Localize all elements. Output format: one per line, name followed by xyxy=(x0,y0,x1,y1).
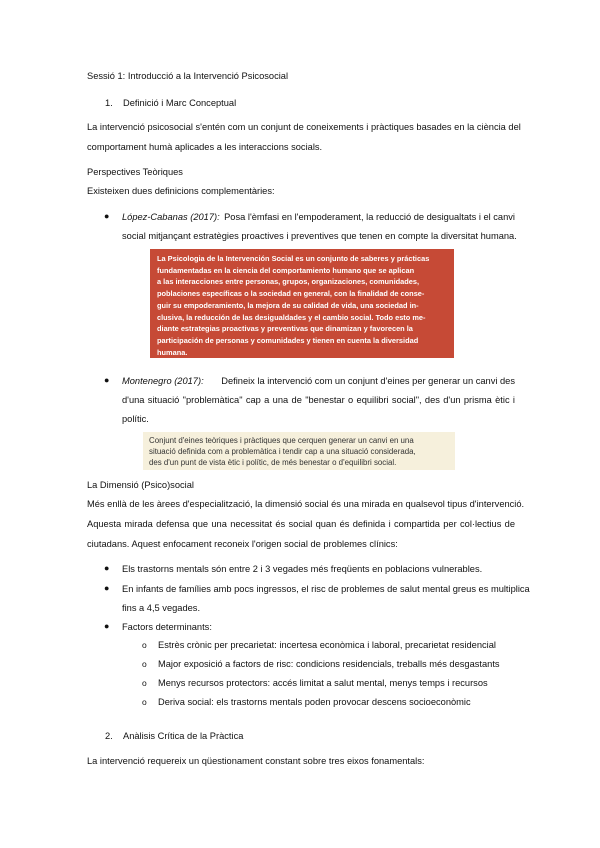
dimension-bullet-2-cont: fins a 4,5 vegades. xyxy=(122,603,201,613)
author-montenegro: Montenegro (2017): xyxy=(122,376,204,386)
quote-line: situació definida com a problemàtica i tendir cap a una situació considerada, xyxy=(149,447,416,456)
dimension-line-2: Aquesta mirada defensa que una necessitat és social quan és definida i compartida per col·lectius de xyxy=(87,519,515,529)
quote-line: humana. xyxy=(157,347,188,357)
intro-line-2: comportament humà aplicades a les interaccions socials. xyxy=(87,142,323,152)
lopez-cabanas-quote-box xyxy=(150,249,454,358)
bullet-1-text: Posa l'èmfasi en l'empoderament, la reducció de desigualtats i el canvi xyxy=(224,212,515,222)
sub-bullet-3: Menys recursos protectors: accés limitat a salut mental, menys temps i recursos xyxy=(158,678,488,688)
quote-line: poblaciones específicas o la sociedad en general, con la finalidad de conse- xyxy=(157,289,425,299)
quote-line: guir su empoderamiento, la mejora de su calidad de vida, una sociedad in- xyxy=(157,300,419,310)
bullet-icon: ● xyxy=(104,621,110,631)
dimension-line-3: ciutadans. Aquest enfocament reconeix l'origen social de problemes clínics: xyxy=(87,539,398,549)
bullet-2-line-1 xyxy=(122,375,515,388)
montenegro-quote-box xyxy=(143,432,455,470)
document-title: Sessió 1: Introducció a la Intervenció Psicosocial xyxy=(87,71,289,81)
bullet-1-line-2: social mitjançant estratègies proactives i preventives que tenen en compte la diversitat humana. xyxy=(122,231,517,241)
dimension-bullet-2: En infants de famílies amb pocs ingressos, el risc de problemes de salut mental greus es multiplica xyxy=(122,584,530,594)
quote-line: a las interacciones entre personas, grupos, organizaciones, comunidades, xyxy=(157,277,420,287)
section-2-number: 2. xyxy=(105,731,113,741)
quote-line: La Psicologia de la Intervención Social es un conjunto de saberes y prácticas xyxy=(157,254,430,263)
circle-bullet-icon: o xyxy=(142,640,147,650)
bullet-1-line-1 xyxy=(122,211,515,224)
quote-line: diante estrategias proactivas y preventivas que dinamizan y favorecen la xyxy=(157,324,413,334)
perspectives-lead: Existeixen dues definicions complementàries: xyxy=(87,186,275,196)
author-lopez-cabanas: López-Cabanas (2017): xyxy=(122,212,220,222)
quote-line: fundamentadas en la ciencia del comportamiento humano que se aplican xyxy=(157,265,415,275)
section-2-heading: Anàlisis Crítica de la Pràctica xyxy=(123,731,244,741)
section-1-heading: Definició i Marc Conceptual xyxy=(123,98,237,108)
quote-line: clusiva, la reducción de las desigualdades y el cambio social. Todo esto me- xyxy=(157,312,426,322)
sub-bullet-4: Deriva social: els trastorns mentals poden provocar descens socioeconòmic xyxy=(158,697,471,707)
quote-line: participación de personas y comunidades y tienen en cuenta la diversidad xyxy=(157,335,419,345)
bullet-2-text: Defineix la intervenció com un conjunt d'eines per generar un canvi des xyxy=(221,376,515,386)
dimension-line-1: Més enllà de les àrees d'especialització, la dimensió social és una mirada en qualsevol tipus d'intervenció. xyxy=(87,499,525,509)
dimension-bullet-3: Factors determinants: xyxy=(122,622,212,632)
quote-line: des d'un punt de vista ètic i polític, de més benestar o d'equilibri social. xyxy=(149,458,397,467)
bullet-icon: ● xyxy=(104,375,110,385)
circle-bullet-icon: o xyxy=(142,678,147,688)
circle-bullet-icon: o xyxy=(142,659,147,669)
intro-line-1: La intervenció psicosocial s'entén com un conjunt de coneixements i pràctiques basades en la ciència del xyxy=(87,122,521,132)
bullet-2-line-2: d'una situació "problemàtica" cap a una de "benestar o equilibri social", des d'un prisma ètic i xyxy=(122,395,515,405)
sub-bullet-2: Major exposició a factors de risc: condicions residencials, treballs més desgastants xyxy=(158,659,500,669)
bullet-2-line-3: polític. xyxy=(122,414,149,424)
circle-bullet-icon: o xyxy=(142,697,147,707)
section-2-lead: La intervenció requereix un qüestionament constant sobre tres eixos fonamentals: xyxy=(87,756,425,766)
perspectives-heading: Perspectives Teòriques xyxy=(87,167,183,177)
bullet-icon: ● xyxy=(104,583,110,593)
sub-bullet-1: Estrès crònic per precarietat: incertesa econòmica i laboral, precarietat residencial xyxy=(158,640,496,650)
quote-line: Conjunt d'eines teòriques i pràctiques que cerquen generar un canvi en una xyxy=(149,436,414,445)
dimension-bullet-1: Els trastorns mentals són entre 2 i 3 vegades més freqüents en poblacions vulnerables. xyxy=(122,564,483,574)
section-1-number: 1. xyxy=(105,98,113,108)
dimension-heading: La Dimensió (Psico)social xyxy=(87,480,194,490)
bullet-icon: ● xyxy=(104,563,110,573)
bullet-icon: ● xyxy=(104,211,110,221)
